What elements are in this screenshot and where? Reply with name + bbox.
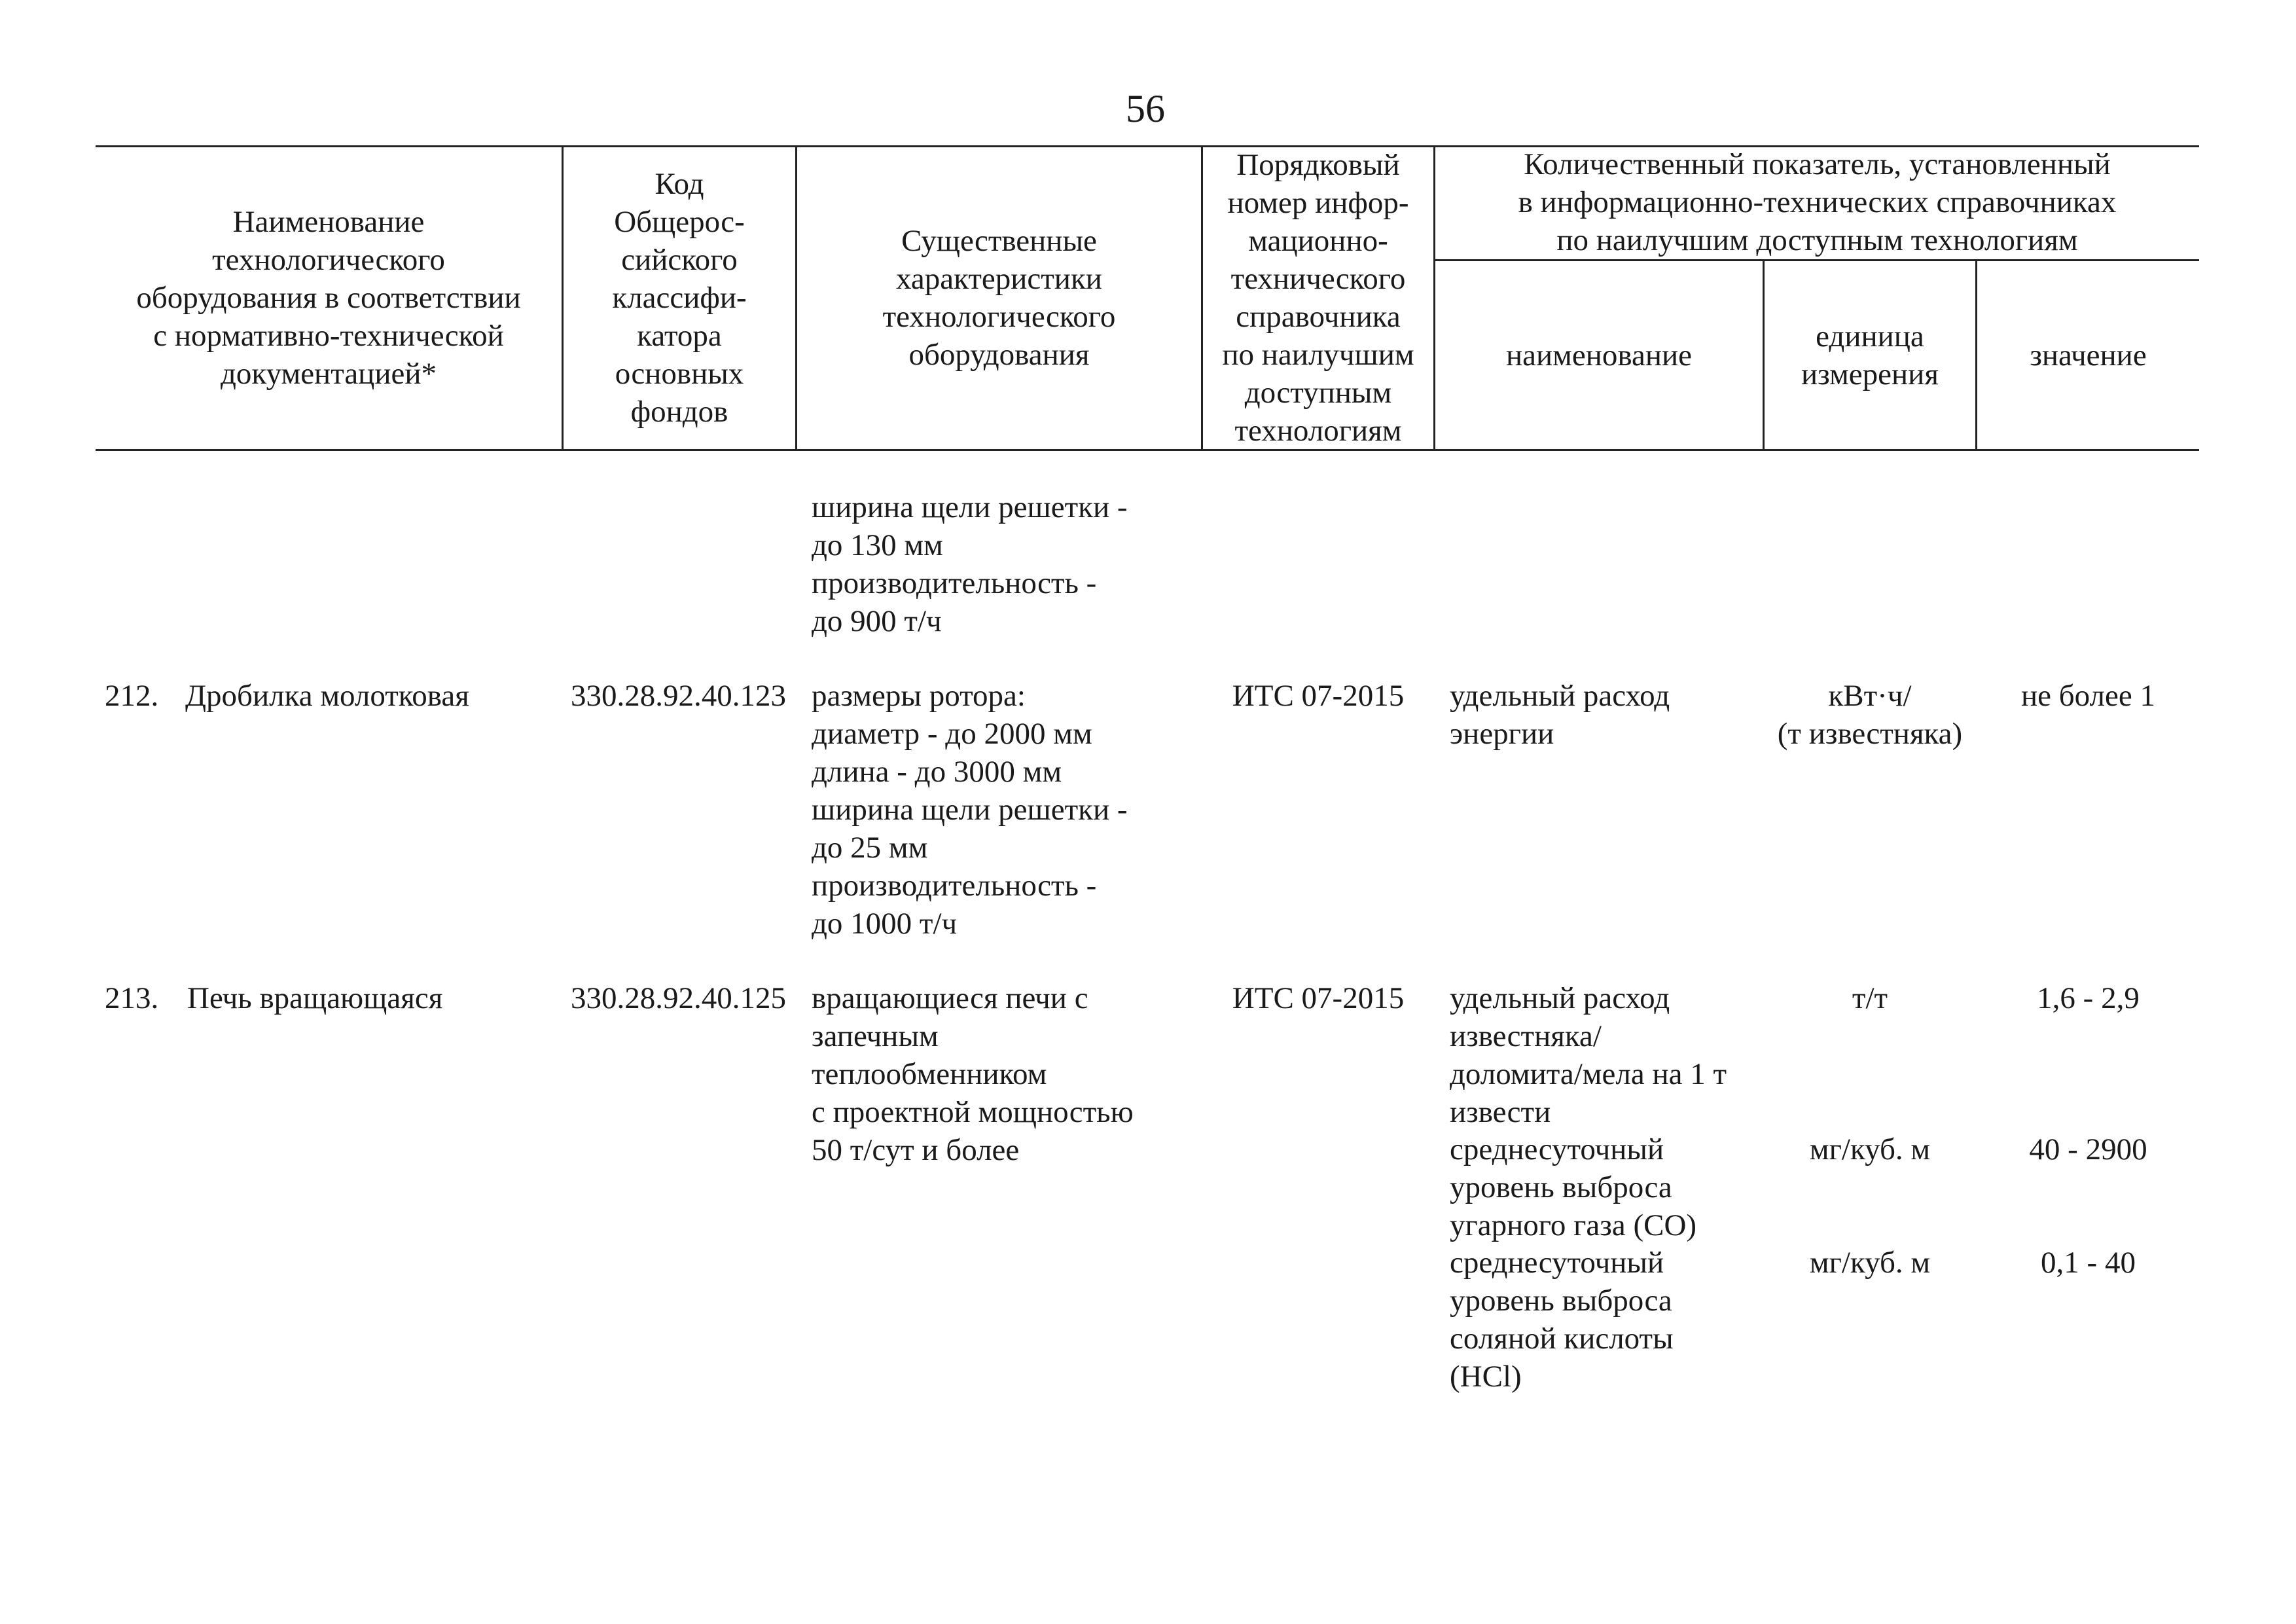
row-212-code: 330.28.92.40.123 [571,679,786,713]
row-213-code: 330.28.92.40.125 [571,981,786,1015]
header-characteristics: Существенные характеристики технологического оборудования [882,224,1116,372]
row-213-indicator-1-value: 1,6 - 2,9 [2037,981,2140,1015]
row-212-indicator-unit: кВт·ч/ (т известняка) [1777,679,1963,751]
page-number: 56 [1126,87,1165,130]
header-reference-number: Порядковый номер инфор- мационно- технического справочника по наилучшим доступным технологиям [1222,148,1414,448]
row-212-name: Дробилка молотковая [185,679,469,713]
row-212-number: 212. [105,679,159,713]
row-212-indicator-value: не более 1 [2021,679,2155,713]
row-213-indicator-3-unit: мг/куб. м [1809,1246,1931,1280]
row-213-indicator-2-value: 40 - 2900 [2029,1132,2147,1166]
row-213-name: Печь вращающаяся [187,981,443,1015]
row-212-reference: ИТС 07-2015 [1232,679,1405,713]
header-equipment-name: Наименование технологического оборудования в соответствии с нормативно-технической документацией* [136,205,521,391]
row-213-indicator-2-name: среднесуточный уровень выброса угарного газа (CO) [1450,1132,1697,1242]
header-indicator-value: значение [2030,338,2147,372]
row-213-indicator-2-unit: мг/куб. м [1809,1132,1931,1166]
continuation-characteristics: ширина щели решетки - до 130 мм производительность - до 900 т/ч [812,490,1128,638]
header-indicator-unit: единица измерения [1801,319,1939,391]
row-213-indicator-1-unit: т/т [1852,981,1888,1015]
row-212-indicator-name: удельный расход энергии [1450,679,1670,751]
header-indicator-group: Количественный показатель, установленный в информационно-технических справочниках по наилучшим доступным технологиям [1518,147,2117,257]
header-bottom-rule [96,449,2199,451]
row-213-indicator-3-value: 0,1 - 40 [2041,1246,2136,1280]
header-indicator-name: наименование [1505,338,1693,372]
row-213-indicator-3-name: среднесуточный уровень выброса соляной кислоты (HCl) [1450,1246,1674,1394]
header-okof-code: Код Общерос- сийского классифи- катора основных фондов [612,167,747,429]
row-213-characteristics: вращающиеся печи с запечным теплообменником с проектной мощностью 50 т/сут и более [812,981,1134,1167]
row-212-characteristics: размеры ротора: диаметр - до 2000 мм длина - до 3000 мм ширина щели решетки - до 25 мм производительность - до 1000 т/ч [812,679,1128,941]
row-213-reference: ИТС 07-2015 [1232,981,1405,1015]
row-213-indicator-1-name: удельный расход известняка/ доломита/мела на 1 т извести [1450,981,1727,1129]
row-213-number: 213. [105,981,159,1015]
